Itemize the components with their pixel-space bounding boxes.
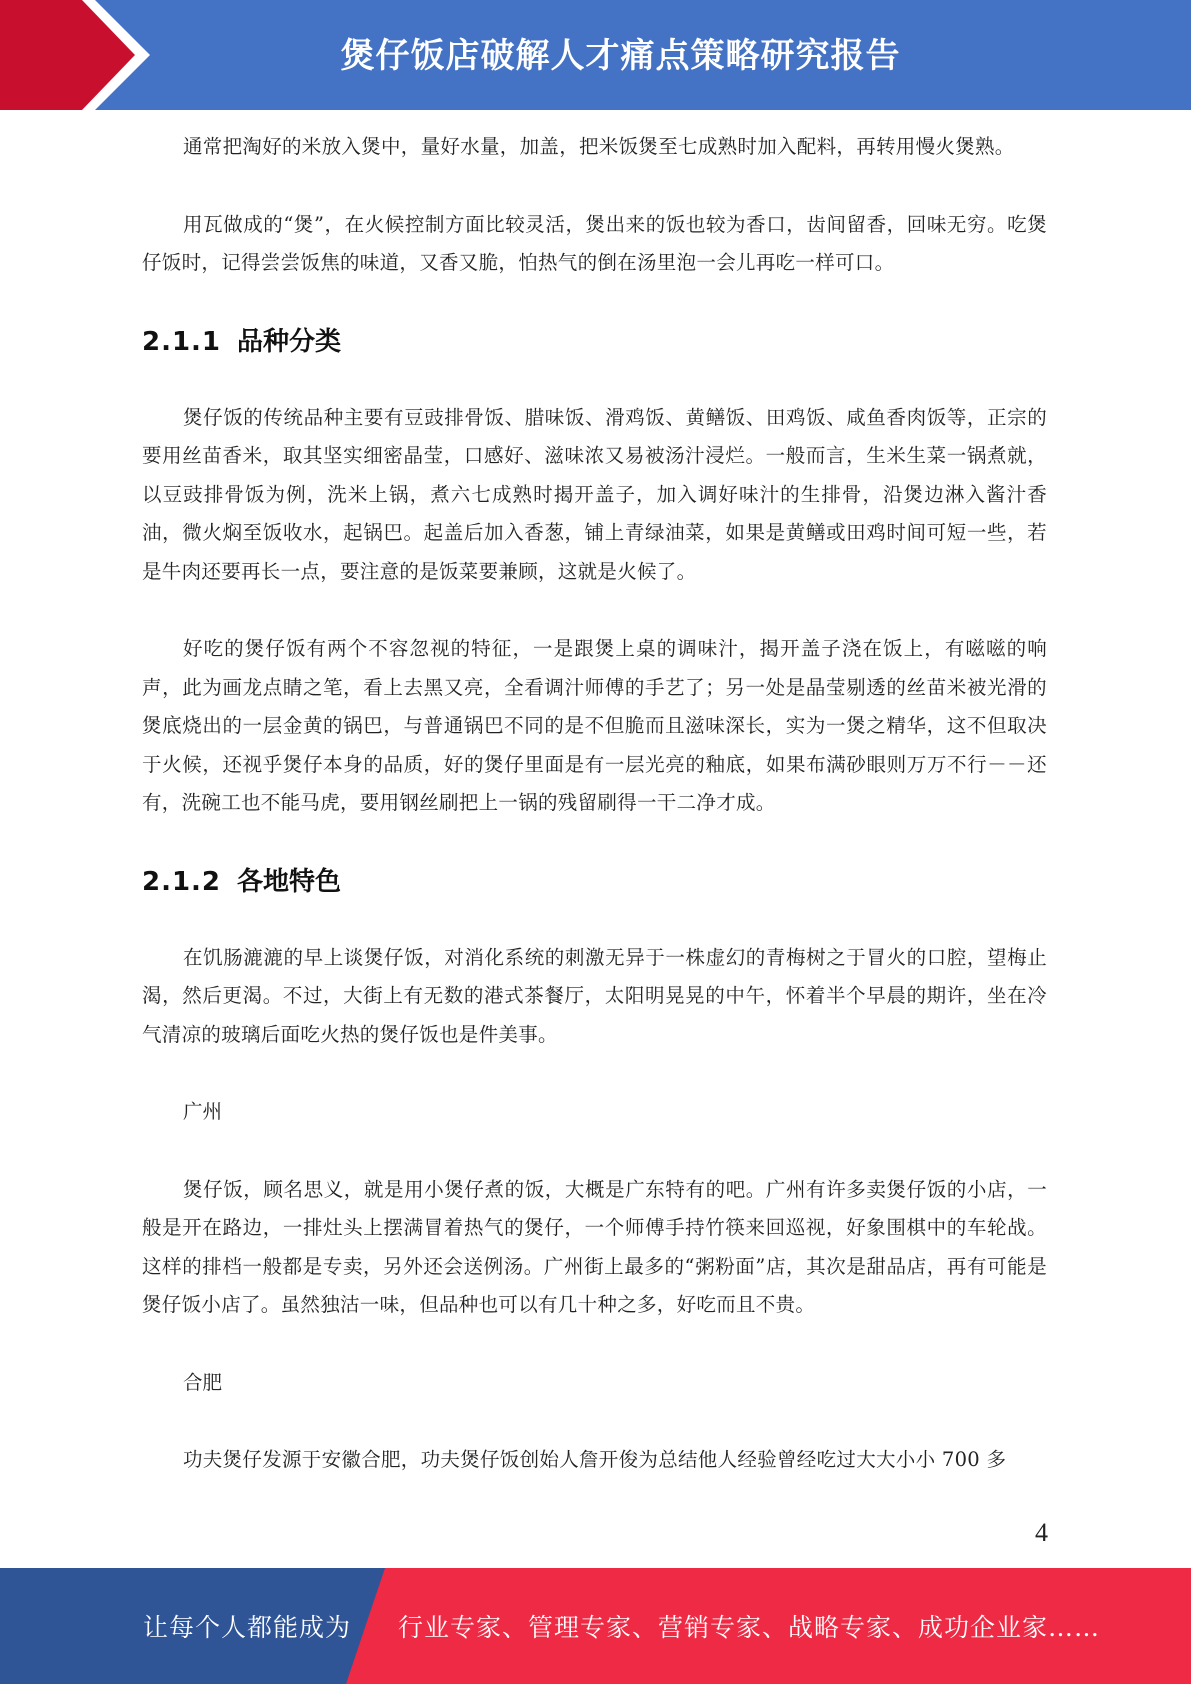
document-body (142, 128, 1047, 1519)
paragraph: 在饥肠漉漉的早上谈煲仔饭，对消化系统的刺激无异于一株虚幻的青梅树之于冒火的口腔，望梅止渴，然后更渴。不过，大街上有无数的港式茶餐厅，太阳明晃晃的中午，怀着半个早晨的期许，坐在冷气清凉的玻璃后面吃火热的煲仔饭也是件美事。 (142, 945, 1047, 1046)
header-band (0, 0, 1191, 110)
section-number: 2.1.2 (142, 866, 222, 897)
paragraph: 用瓦做成的“煲”，在火候控制方面比较灵活，煲出来的饭也较为香口，齿间留香，回味无穷。吃煲仔饭时，记得尝尝饭焦的味道，又香又脆，怕热气的倒在汤里泡一会儿再吃一样可口。 (142, 212, 1047, 274)
page-number: 4 (1035, 1518, 1048, 1547)
report-title: 煲仔饭店破解人才痛点策略研究报告 (340, 35, 901, 76)
paragraph: 通常把淘好的米放入煲中，量好水量，加盖，把米饭煲至七成熟时加入配料，再转用慢火煲熟。 (183, 135, 1015, 158)
footer-slogan-left: 让每个人都能成为 (143, 1613, 352, 1642)
section-heading-2-1-1 (142, 322, 1047, 362)
footer-slogan-right: 行业专家、管理专家、营销专家、战略专家、成功企业家…… (398, 1613, 1101, 1642)
paragraph: 煲仔饭，顾名思义，就是用小煲仔煮的饭，大概是广东特有的吧。广州有许多卖煲仔饭的小店，一般是开在路边，一排灶头上摆满冒着热气的煲仔，一个师傅手持竹筷来回巡视，好象围棋中的车轮战。这样的排档一般都是专卖，另外还会送例汤。广州街上最多的“粥粉面”店，其次是甜品店，再有可能是煲仔饭小店了。虽然独沽一味，但品种也可以有几十种之多，好吃而且不贵。 (142, 1177, 1047, 1316)
section-title: 各地特色 (237, 866, 342, 897)
section-heading-2-1-2 (142, 862, 1047, 902)
paragraph: 好吃的煲仔饭有两个不容忽视的特征，一是跟煲上桌的调味汁，揭开盖子浇在饭上，有嗞嗞的响声，此为画龙点睛之笔，看上去黑又亮，全看调汁师傅的手艺了；另一处是晶莹剔透的丝苗米被光滑的煲底烧出的一层金黄的锅巴，与普通锅巴不同的是不但脆而且滋味深长，实为一煲之精华，这不但取决于火候，还视乎煲仔本身的品质，好的煲仔里面是有一层光亮的釉底，如果布满砂眼则万万不行－－还有，洗碗工也不能马虎，要用钢丝刷把上一锅的残留刷得一干二净才成。 (142, 637, 1047, 814)
city-subheading: 广州 (183, 1100, 223, 1123)
city-subheading: 合肥 (183, 1370, 223, 1394)
paragraph: 煲仔饭的传统品种主要有豆豉排骨饭、腊味饭、滑鸡饭、黄鳝饭、田鸡饭、咸鱼香肉饭等，正宗的要用丝苗香米，取其坚实细密晶莹，口感好、滋味浓又易被汤汁浸烂。一般而言，生米生菜一锅煮就，以豆豉排骨饭为例，洗米上锅，煮六七成熟时揭开盖子，加入调好味汁的生排骨，沿煲边淋入酱汁香油，微火焖至饭收水，起锅巴。起盖后加入香葱，铺上青绿油菜，如果是黄鳝或田鸡时间可短一些，若是牛肉还要再长一点，要注意的是饭菜要兼顾，这就是火候了。 (142, 405, 1047, 583)
footer-band (0, 1568, 1191, 1684)
header-arrow-decoration (0, 0, 150, 110)
section-title: 品种分类 (237, 326, 342, 357)
section-number: 2.1.1 (142, 326, 222, 357)
paragraph: 功夫煲仔发源于安徽合肥，功夫煲仔饭创始人詹开俊为总结他人经验曾经吃过大大小小 700 多 (183, 1448, 1007, 1471)
